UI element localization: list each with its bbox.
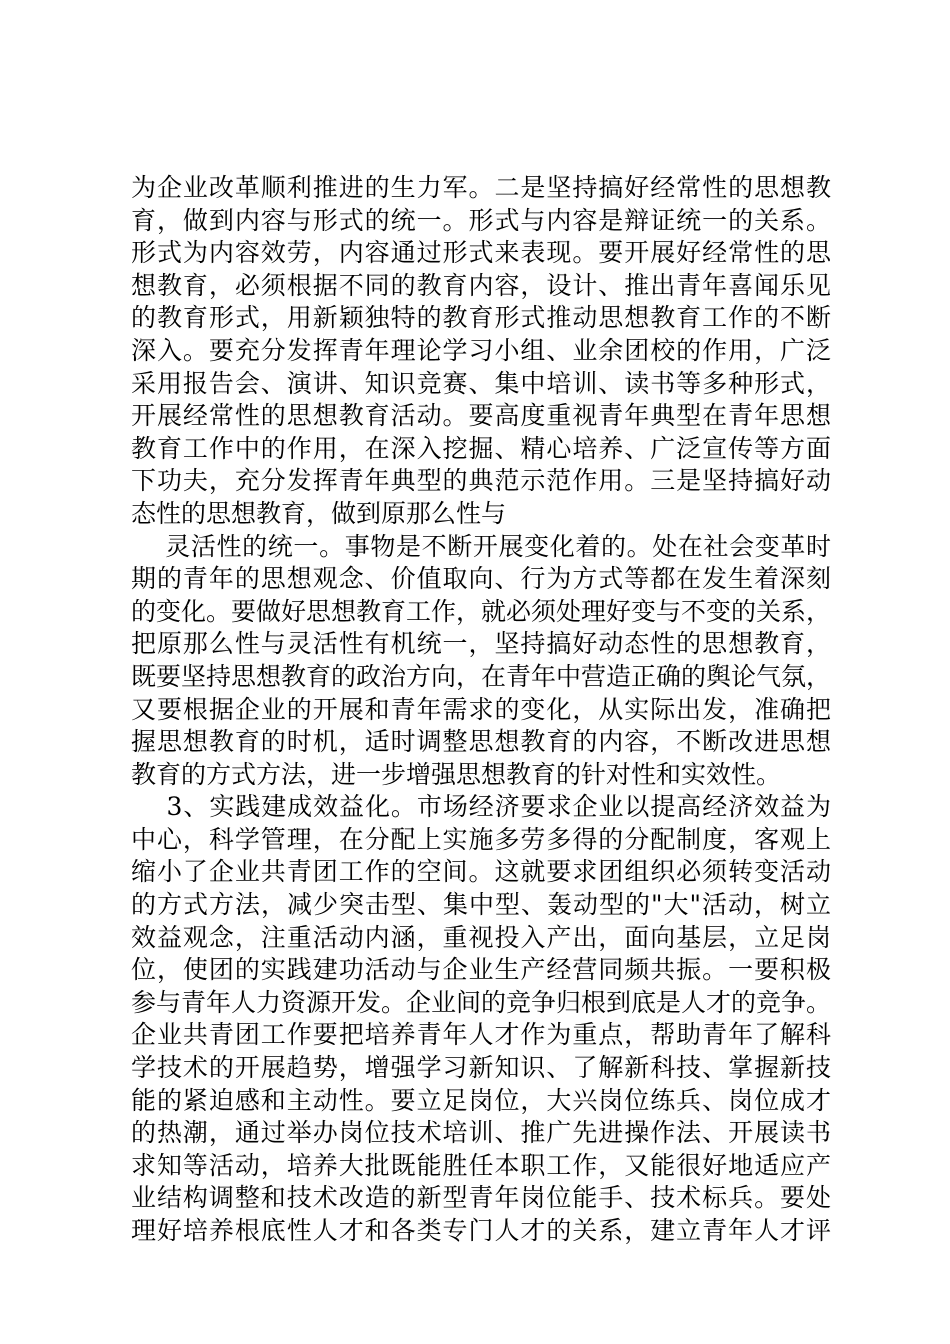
text-line: 的变化。要做好思想教育工作，就必须处理好变与不变的关系， [131,596,832,626]
text-line: 业结构调整和技术改造的新型青年岗位能手、技术标兵。要处 [131,1183,831,1213]
text-line: 把原那么性与灵活性有机统一，坚持搞好动态性的思想教育， [131,629,831,659]
text-line: 效益观念，注重活动内涵，重视投入产出，面向基层，立足岗 [131,922,831,952]
text-line: 的方式方法，减少突击型、集中型、轰动型的"大"活动，树立 [131,890,831,920]
text-line: 的热潮，通过举办岗位技术培训、推广先进操作法、开展读书 [131,1118,831,1148]
text-line: 企业共青团工作要把培养青年人才作为重点，帮助青年了解科 [131,1020,831,1050]
text-line: 缩小了企业共青团工作的空间。这就要求团组织必须转变活动 [131,857,831,887]
text-line: 深入。要充分发挥青年理论学习小组、业余团校的作用，广泛 [131,335,831,365]
text-line: 中心，科学管理，在分配上实施多劳多得的分配制度，客观上 [131,824,831,854]
paragraph-first-line: 灵活性的统一。事物是不断开展变化着的。处在社会变革时 [131,531,831,561]
document-body [131,172,831,1248]
text-line: 形式为内容效劳，内容通过形式来表现。要开展好经常性的思 [131,238,831,268]
text-line: 又要根据企业的开展和青年需求的变化，从实际出发，准确把 [131,694,831,724]
text-line: 态性的思想教育，做到原那么性与 [131,498,507,528]
paragraph-first-line: 3、实践建成效益化。市场经济要求企业以提高经济效益为 [131,792,831,822]
text-line: 理好培养根底性人才和各类专门人才的关系，建立青年人才评 [131,1216,831,1245]
text-line: 既要坚持思想教育的政治方向，在青年中营造正确的舆论气氛， [131,661,832,691]
text-line: 参与青年人力资源开发。企业间的竞争归根到底是人才的竞争。 [131,987,832,1017]
text-line: 求知等活动，培养大批既能胜任本职工作，又能很好地适应产 [131,1150,831,1180]
text-line: 期的青年的思想观念、价值取向、行为方式等都在发生着深刻 [131,564,831,594]
text-line: 学技术的开展趋势，增强学习新知识、了解新科技、掌握新技 [131,1053,831,1083]
text-line: 教育工作中的作用，在深入挖掘、精心培养、广泛宣传等方面 [131,433,831,463]
text-line: 能的紧迫感和主动性。要立足岗位，大兴岗位练兵、岗位成才 [131,1085,831,1115]
text-line: 开展经常性的思想教育活动。要高度重视青年典型在青年思想 [131,401,831,431]
text-line: 育，做到内容与形式的统一。形式与内容是辩证统一的关系。 [131,205,831,235]
text-line: 握思想教育的时机，适时调整思想教育的内容，不断改进思想 [131,727,831,757]
text-line: 为企业改革顺利推进的生力军。二是坚持搞好经常性的思想教 [131,173,831,202]
text-line: 位，使团的实践建功活动与企业生产经营同频共振。一要积极 [131,955,831,985]
text-line: 下功夫，充分发挥青年典型的典范示范作用。三是坚持搞好动 [131,466,831,496]
text-line: 想教育，必须根据不同的教育内容，设计、推出青年喜闻乐见 [131,270,831,300]
text-line: 的教育形式，用新颖独特的教育形式推动思想教育工作的不断 [131,303,831,333]
text-line: 教育的方式方法，进一步增强思想教育的针对性和实效性。 [131,759,782,789]
text-line: 采用报告会、演讲、知识竞赛、集中培训、读书等多种形式， [131,368,831,398]
